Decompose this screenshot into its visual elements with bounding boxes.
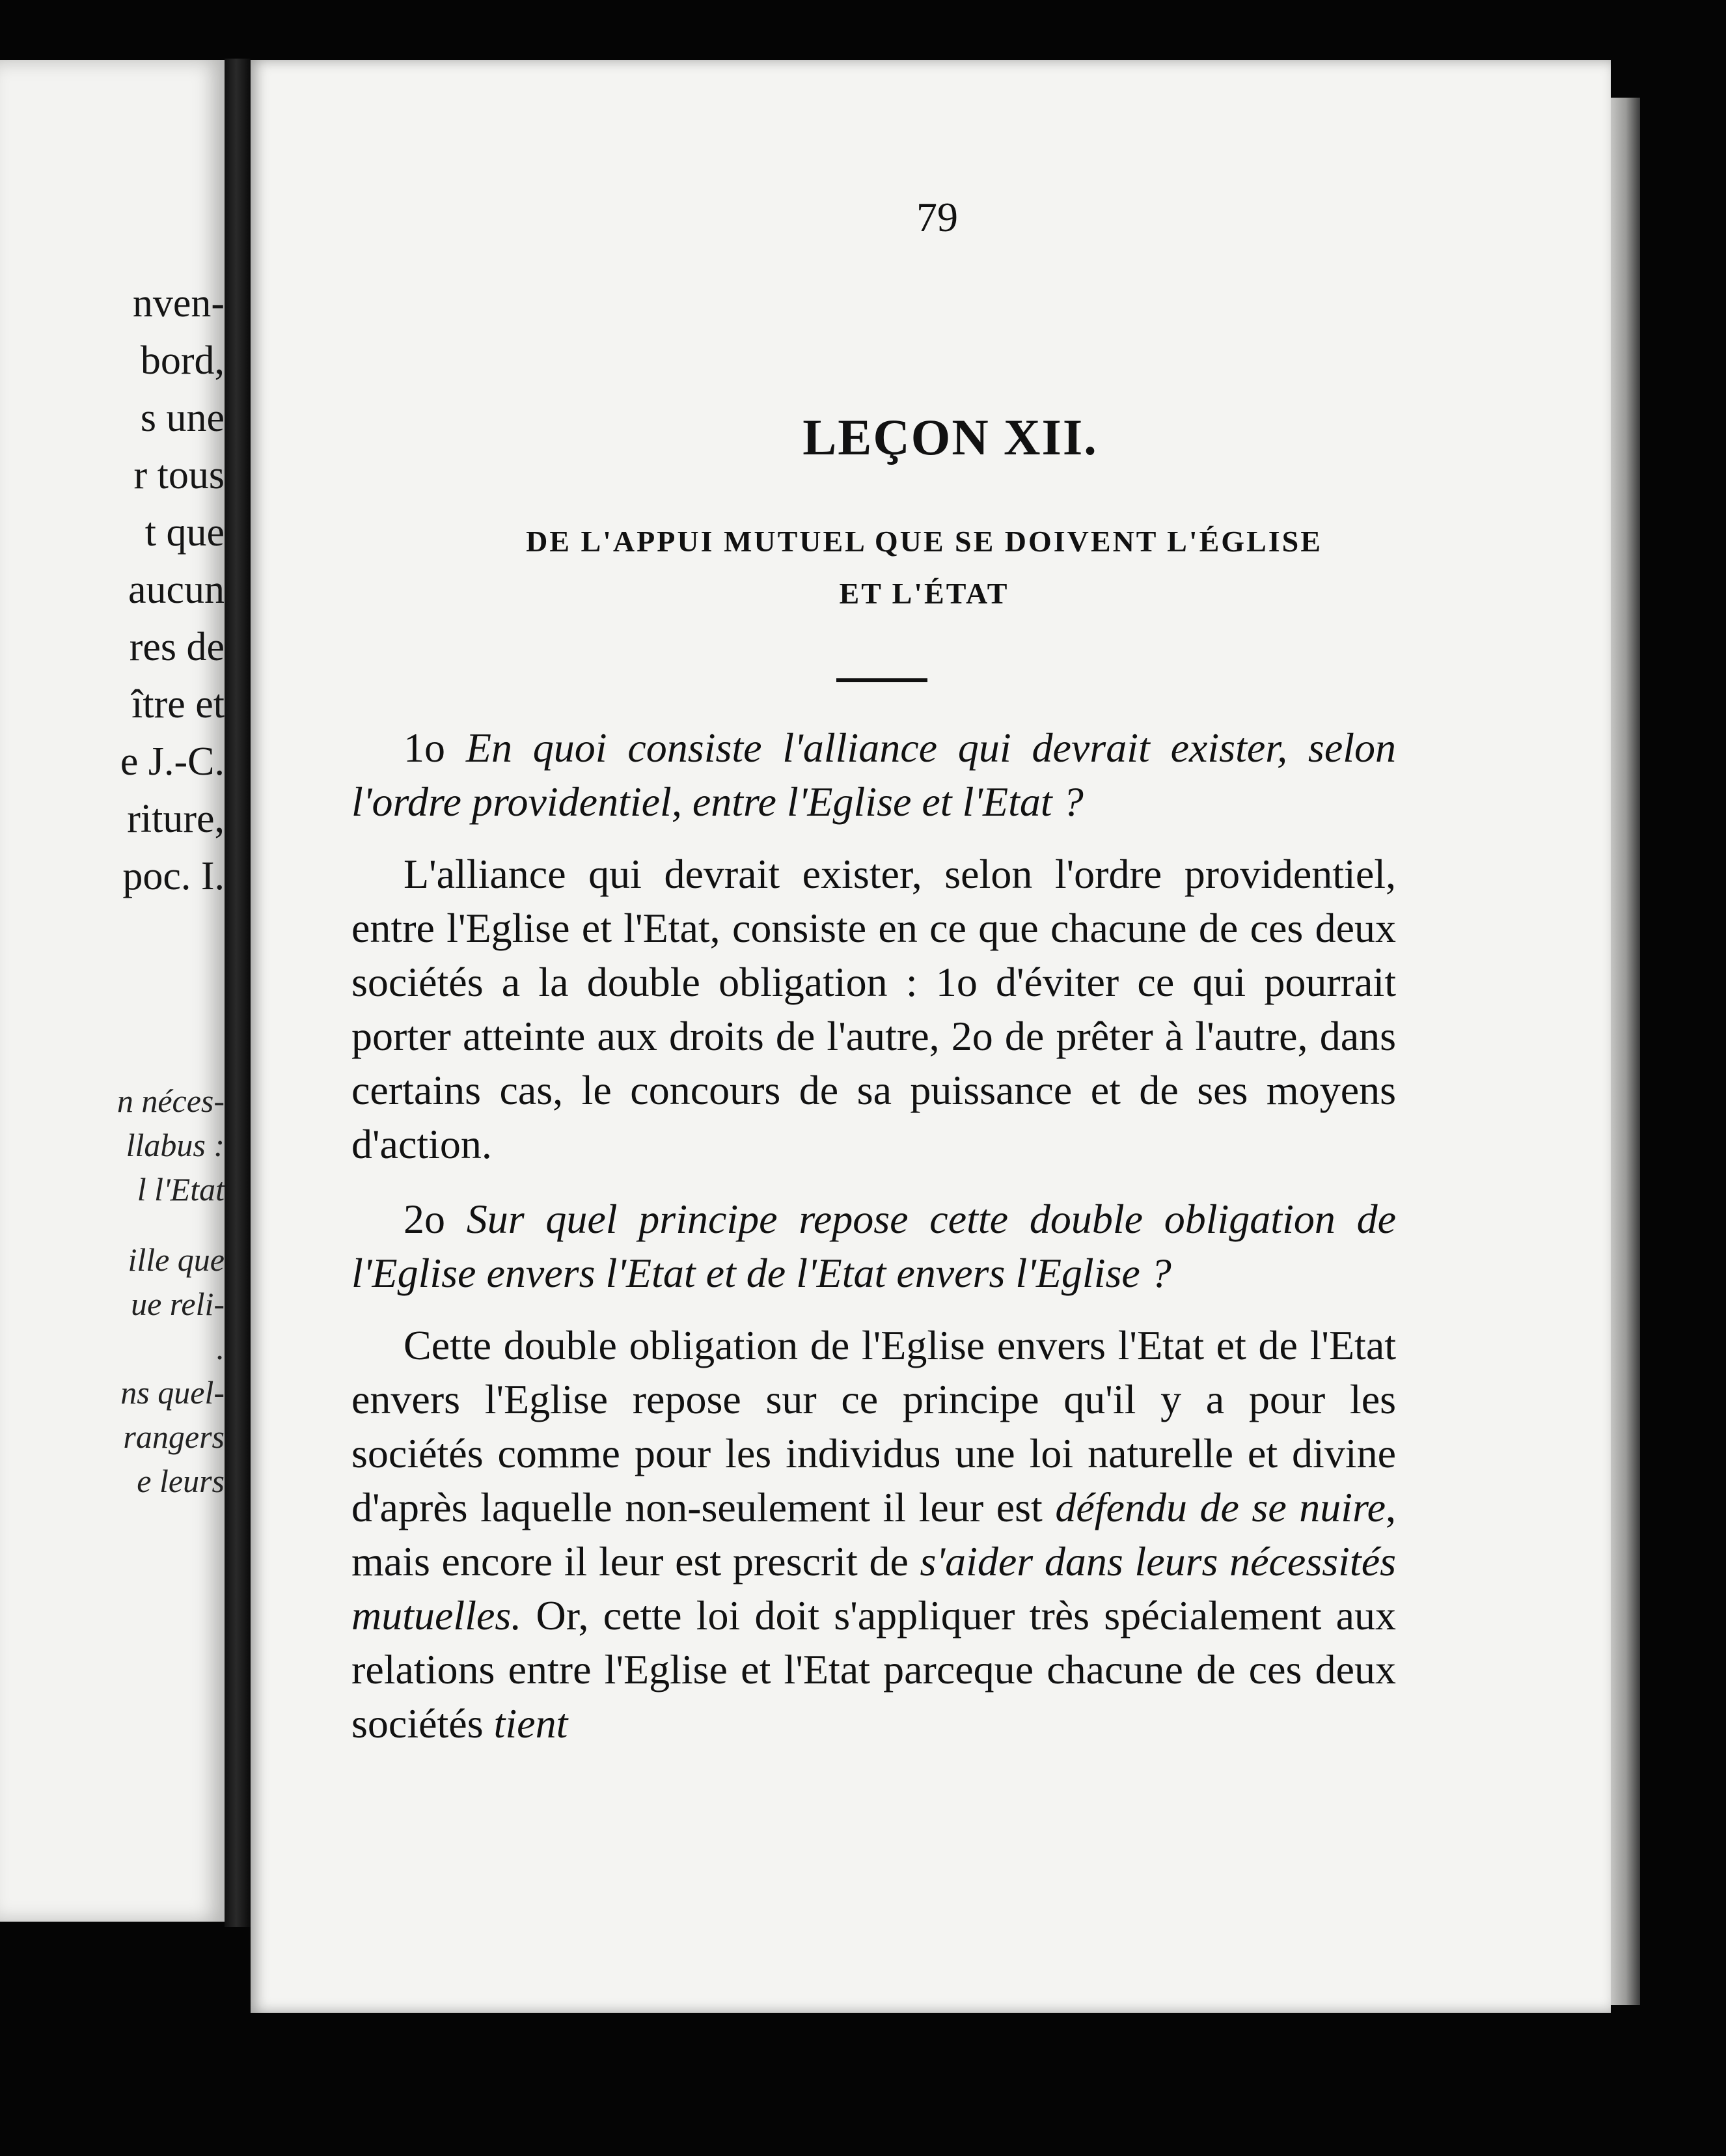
left-footnote-line: llabus :	[126, 1127, 225, 1163]
left-line: e J.-C.	[120, 739, 225, 784]
lesson-subtitle	[413, 516, 1435, 620]
left-page-text	[10, 275, 225, 905]
book-binding	[225, 59, 251, 1927]
right-page	[251, 60, 1611, 2013]
answer-2-part-3: Or, cette loi doit s'appliquer très spécialement aux relations entre l'Eglise et l'Etat parceque chacune de ces deux sociétés	[351, 1592, 1396, 1747]
left-footnote-line: ns quel-	[120, 1374, 225, 1411]
left-line: aucun	[128, 568, 225, 612]
answer-2-emphasis-3: tient	[493, 1700, 568, 1747]
answer-2-emphasis-1: défendu de se nuire	[1055, 1484, 1386, 1530]
answer-2-emphasis-2: s'aider dans leurs nécessités mutuelles.	[351, 1538, 1397, 1638]
answer-2	[351, 1318, 1396, 1750]
left-line: s une	[140, 396, 225, 440]
left-footnote-line: rangers	[123, 1418, 225, 1455]
subtitle-line-1: DE L'APPUI MUTUEL QUE SE DOIVENT L'ÉGLISE	[526, 525, 1322, 558]
left-footnote-line: e leurs	[137, 1463, 225, 1499]
question-2-text: Sur quel principe repose cette double obligation de l'Eglise envers l'Etat et de l'Etat envers l'Eglise ?	[351, 1196, 1396, 1296]
question-2	[351, 1192, 1396, 1300]
left-line: riture,	[127, 797, 225, 841]
left-line: res de	[129, 625, 225, 669]
left-line: bord,	[140, 339, 225, 383]
left-page	[0, 60, 225, 1922]
question-1-number: 1o	[404, 725, 466, 771]
answer-2-part-1: Cette double obligation de l'Eglise envers l'Etat et de l'Etat envers l'Eglise repose sur ce principe qu'il y a pour les sociétés comme pour les individus une loi naturelle et divine d'après laquelle non-seulement il leur est	[351, 1322, 1396, 1530]
left-footnote-line: .	[216, 1330, 225, 1366]
left-footnote-line: l l'Etat	[137, 1171, 225, 1208]
left-footnote-line: n néces-	[116, 1083, 225, 1119]
lesson-title: LEÇON XII.	[802, 409, 1098, 465]
title-rule	[836, 678, 927, 682]
answer-2-part-2: , mais encore il leur est prescrit de	[351, 1484, 1397, 1584]
left-line: r tous	[133, 453, 225, 497]
left-page-footnote	[10, 1079, 225, 1503]
lesson-body	[351, 721, 1396, 1771]
left-line: t que	[144, 510, 225, 555]
left-footnote-line: ue reli-	[131, 1286, 225, 1322]
question-2-number: 2o	[404, 1196, 467, 1242]
left-line: poc. I.	[122, 854, 225, 898]
left-footnote-line: ille que	[128, 1241, 225, 1278]
page-number: 79	[916, 194, 958, 240]
left-line: ître et	[131, 682, 225, 726]
answer-1: L'alliance qui devrait exister, selon l'ordre providentiel, entre l'Eglise et l'Etat, consiste en ce que chacune de ces deux sociétés a la double obligation : 1o d'éviter ce qui pourrait porter atteinte aux droits de l'autre, 2o de prêter à l'autre, dans certains cas, le concours de sa puissance et de ses moyens d'action.	[351, 851, 1396, 1167]
left-line: nven-	[132, 281, 225, 325]
subtitle-line-2: ET L'ÉTAT	[839, 577, 1009, 610]
question-1-text: En quoi consiste l'alliance qui devrait exister, selon l'ordre providentiel, entre l'Eglise et l'Etat ?	[351, 725, 1397, 825]
question-1	[351, 721, 1396, 829]
